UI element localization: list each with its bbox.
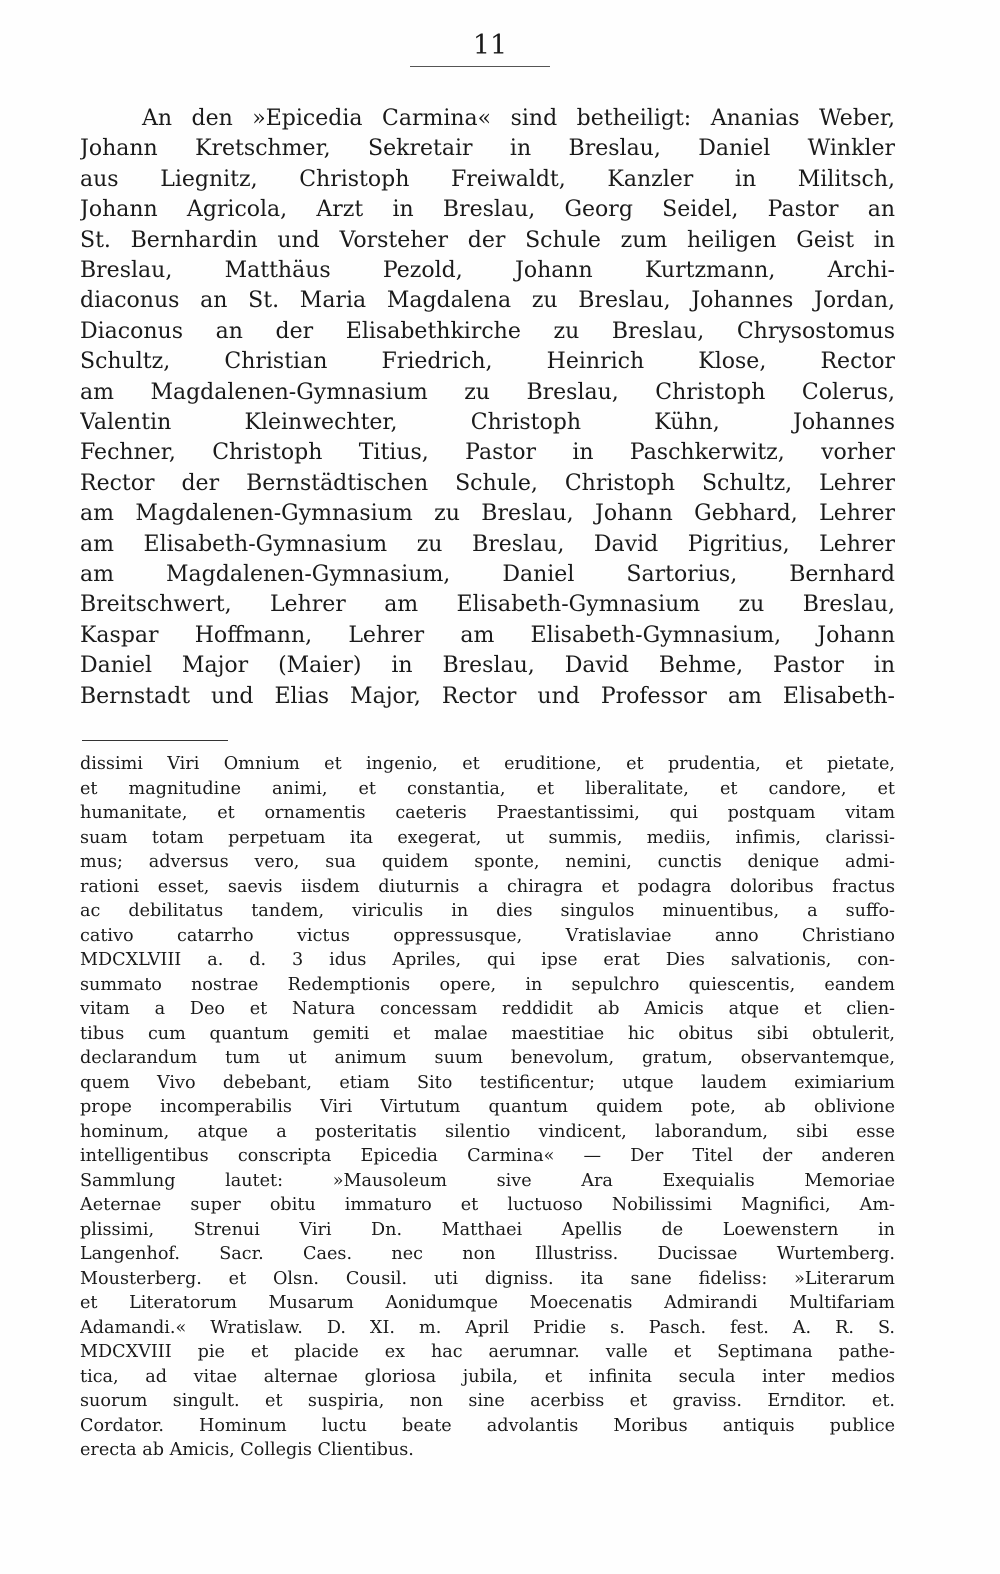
footnote-line: tibus cum quantum gemiti et malae maestitiae hic obitus sibi obtulerit, bbox=[80, 1023, 895, 1044]
footnote-line: Mousterberg. et Olsn. Cousil. uti digniss. ita sane fideliss: »Literarum bbox=[80, 1268, 895, 1289]
footnote-line: vitam a Deo et Natura concessam reddidit ab Amicis atque et clien- bbox=[80, 999, 895, 1019]
footnote-line: cativo catarrho victus oppressusque, Vratislaviae anno Christiano bbox=[80, 925, 895, 946]
footnote-line: prope incomperabilis Viri Virtutum quantum quidem pote, ab oblivione bbox=[80, 1097, 895, 1117]
text-line: St. Bernhardin und Vorsteher der Schule zum heiligen Geist in bbox=[80, 227, 895, 253]
footnote-line: summato nostrae Redemptionis opere, in sepulchro quiescentis, eandem bbox=[80, 974, 895, 995]
footnote-line: intelligentibus conscripta Epicedia Carmina« — Der Titel der anderen bbox=[80, 1146, 895, 1166]
text-line: Bernstadt und Elias Major, Rector und Professor am Elisabeth- bbox=[80, 683, 895, 709]
text-line: Fechner, Christoph Titius, Pastor in Paschkerwitz, vorher bbox=[80, 440, 895, 466]
footnote-line: Aeternae super obitu immaturo et luctuoso Nobilissimi Magnifici, Am- bbox=[80, 1195, 895, 1215]
footnote-line: plissimi, Strenui Viri Dn. Matthaei Apellis de Loewenstern in bbox=[80, 1219, 895, 1240]
text-line: Diaconus an der Elisabethkirche zu Breslau, Chrysostomus bbox=[80, 318, 895, 344]
text-line: Breitschwert, Lehrer am Elisabeth-Gymnasium zu Breslau, bbox=[80, 592, 895, 618]
text-line: Rector der Bernstädtischen Schule, Christoph Schultz, Lehrer bbox=[80, 470, 895, 496]
footnote-line: rationi esset, saevis iisdem diuturnis a chiragra et podagra doloribus fractus bbox=[80, 876, 895, 897]
footnote-line: humanitate, et ornamentis caeteris Praestantissimi, qui postquam vitam bbox=[80, 803, 895, 823]
footnote-line: MDCXLVIII a. d. 3 idus Apriles, qui ipse erat Dies salvationis, con- bbox=[80, 950, 895, 970]
text-line: am Magdalenen-Gymnasium zu Breslau, Christoph Colerus, bbox=[80, 379, 895, 405]
footnote-line: MDCXVIII pie et placide ex hac aerumnar. valle et Septimana pathe- bbox=[80, 1342, 895, 1362]
footnote-line: Adamandi.« Wratislaw. D. XI. m. April Pridie s. Pasch. fest. A. R. S. bbox=[80, 1317, 895, 1338]
footnote-line: et Literatorum Musarum Aonidumque Moecenatis Admirandi Multifariam bbox=[80, 1293, 895, 1313]
page-number-rule bbox=[410, 66, 550, 67]
footnote-line: ac debilitatus tandem, viriculis in dies singulos minuentibus, a suffo- bbox=[80, 901, 895, 921]
text-line: am Magdalenen-Gymnasium zu Breslau, Johann Gebhard, Lehrer bbox=[80, 501, 895, 527]
footnote-line: Sammlung lautet: »Mausoleum sive Ara Exequialis Memoriae bbox=[80, 1170, 895, 1191]
footnote-line: mus; adversus vero, sua quidem sponte, nemini, cunctis denique admi- bbox=[80, 852, 895, 872]
text-line: diaconus an St. Maria Magdalena zu Breslau, Johannes Jordan, bbox=[80, 288, 895, 314]
footnote-line: Langenhof. Sacr. Caes. nec non Illustriss. Ducissae Wurtemberg. bbox=[80, 1244, 895, 1264]
footnote-line: hominum, atque a posteritatis silentio vindicent, laborandum, sibi esse bbox=[80, 1121, 895, 1142]
footnote-line: erecta ab Amicis, Collegis Clientibus. bbox=[80, 1440, 414, 1460]
footnote-line: et magnitudine animi, et constantia, et liberalitate, et candore, et bbox=[80, 778, 895, 799]
text-line: Breslau, Matthäus Pezold, Johann Kurtzmann, Archi- bbox=[80, 258, 895, 283]
text-line: Johann Agricola, Arzt in Breslau, Georg Seidel, Pastor an bbox=[80, 197, 895, 223]
text-line: am Magdalenen-Gymnasium, Daniel Sartorius, Bernhard bbox=[80, 562, 895, 587]
footnote-line: suorum singult. et suspiria, non sine acerbiss et graviss. Ernditor. et. bbox=[80, 1391, 895, 1411]
footnote-line: quem Vivo debebant, etiam Sito testificentur; utque laudem eximiarium bbox=[80, 1072, 895, 1093]
text-line: aus Liegnitz, Christoph Freiwaldt, Kanzler in Militsch, bbox=[80, 166, 895, 192]
text-line: Johann Kretschmer, Sekretair in Breslau, Daniel Winkler bbox=[80, 136, 895, 162]
text-line: Valentin Kleinwechter, Christoph Kühn, Johannes bbox=[80, 410, 895, 435]
text-line: Kaspar Hoffmann, Lehrer am Elisabeth-Gymnasium, Johann bbox=[80, 622, 895, 648]
footnote-line: declarandum tum ut animum suum benevolum, gratum, observantemque, bbox=[80, 1048, 895, 1068]
text-line: Schultz, Christian Friedrich, Heinrich Klose, Rector bbox=[80, 349, 895, 375]
footnote-line: Cordator. Hominum luctu beate advolantis Moribus antiquis publice bbox=[80, 1415, 895, 1436]
footnote-line: dissimi Viri Omnium et ingenio, et eruditione, et prudentia, et pietate, bbox=[80, 754, 895, 774]
page-number: 11 bbox=[472, 30, 508, 61]
footnote-separator bbox=[82, 740, 228, 741]
text-line: Daniel Major (Maier) in Breslau, David Behme, Pastor in bbox=[80, 653, 895, 679]
footnote-line: tica, ad vitae alternae gloriosa jubila, et infinita secula inter medios bbox=[80, 1366, 895, 1387]
footnote-line: suam totam perpetuam ita exegerat, ut summis, mediis, infimis, clarissi- bbox=[80, 827, 895, 848]
text-line: An den »Epicedia Carmina« sind betheiligt: Ananias Weber, bbox=[142, 106, 895, 131]
text-line: am Elisabeth-Gymnasium zu Breslau, David Pigritius, Lehrer bbox=[80, 531, 895, 557]
